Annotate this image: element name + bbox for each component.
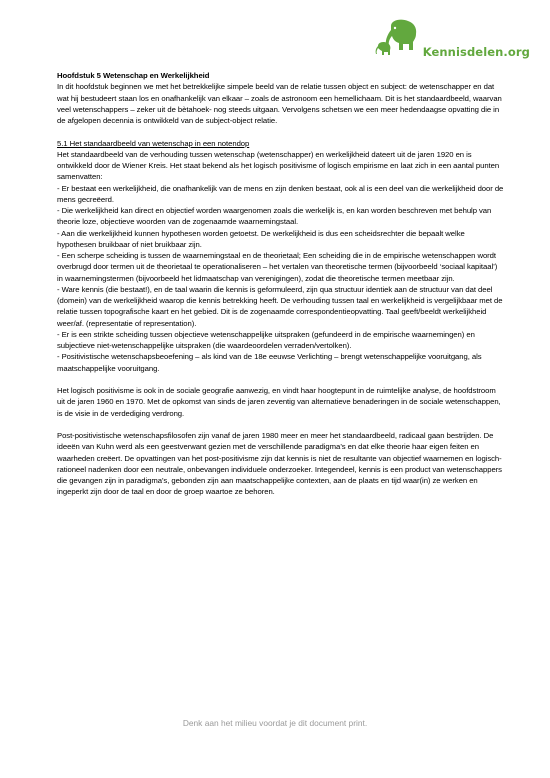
elephants-icon [375, 16, 421, 60]
bullet-item: - Er is een strikte scheiding tussen objectieve wetenschappelijke uitspraken (gefundeerd in de empirische waarnemingen) en subjectieve niet-wetenschappelijke uitspraken (die waardeoordelen verraden/vertolken). [57, 329, 475, 350]
section-title: 5.1 Het standaardbeeld van wetenschap in een notendop [57, 138, 250, 148]
logo-text: Kennisdelen.org [422, 45, 530, 59]
bullet-item: - Aan die werkelijkheid kunnen hypothesen worden getoetst. De werkelijkheid is dus een scheidsrechter die bepaalt welke hypothesen bruikbaar of niet bruikbaar zijn. [57, 228, 465, 249]
document-body [57, 70, 505, 498]
bullet-item: - Een scherpe scheiding is tussen de waarnemingstaal en de theorietaal; Een scheiding die in de empirische wetenschappen wordt overbrugd door termen uit de theorietaal te operationaliseren – het vertalen van theoretische termen (bijvoorbeeld ‘sociaal kapitaal’) in waarnemingstermen (bijvoorbeeld het lidmaatschap van verenigingen), zodat die theoretische termen meetbaar zijn. [57, 251, 498, 283]
bullet-item: - Ware kennis (die bestaat!), en de taal waarin die kennis is geformuleerd, zijn qua structuur identiek aan de structuur van dat deel (domein) van de werkelijkheid waarop die kennis betrekking heeft. De verhouding tussen taal en werkelijkheid is vergelijkbaar met de relatie tussen topografische kaart en het gebied. Dit is de zogenaamde correspondentieopvatting. Taal geeft/beeldt werkelijkheid weer/af. (representatie of representation). [57, 284, 503, 328]
bullet-item: - Positivistische wetenschapsbeoefening – als kind van de 18e eeuwse Verlichting – brengt wetenschappelijke vooruitgang, als maatschappelijke vooruitgang. [57, 352, 482, 373]
bullet-item: - Die werkelijkheid kan direct en objectief worden waargenomen zoals die werkelijk is, en kan worden beschreven met behulp van theorie loze, objectieve woorden van de zogenaamde waarnemingstaal. [57, 206, 492, 227]
bullet-item: - Er bestaat een werkelijkheid, die onafhankelijk van de mens en zijn denken bestaat, ook al is een deel van die werkelijkheid door de mens gecreëerd. [57, 183, 504, 204]
positivism-paragraph: Het logisch positivisme is ook in de sociale geografie aanwezig, en vindt haar hoogtepunt in de ruimtelijke analyse, de hoofdstroom uit de jaren 1960 en 1970. Met de opkomst van sinds de jaren zeventig van alternatieve benaderingen in de sociale wetenschappen, is de visie in de verdediging verdrong. [57, 386, 501, 418]
chapter-title: Hoofdstuk 5 Wetenschap en Werkelijkheid [57, 71, 210, 80]
post-positivism-paragraph: Post-positivistische wetenschapsfilosofen zijn vanaf de jaren 1980 meer en meer het standaardbeeld, radicaal gaan bestrijden. De ideeën van Kuhn werd als een geestverwant gezien met de verschillende paradigma’s en dat elke theorie haar eigen feiten en waarheden creëert. De opvattingen van het post-positivisme zijn dat kennis is niet de resultante van objectief waarnemen en logisch-rationeel nadenken door een neutrale, onbevangen individuele onderzoeker. Integendeel, kennis is een product van wetenschappers die gevangen zijn in paradigma’s, gebonden zijn aan maatschappelijke contexten, aan de plaats en tijd waar(in) ze werken en ingeperkt zijn door de taal en door de groep waartoe ze behoren. [57, 431, 502, 497]
section-intro-paragraph: Het standaardbeeld van de verhouding tussen wetenschap (wetenschapper) en werkelijkheid dateert uit de jaren 1920 en is ontwikkeld door de Wiener Kreis. Het staat bekend als het logisch positivisme of logisch empirisme en laat zich in een aantal punten samenvatten: [57, 149, 500, 182]
intro-paragraph: In dit hoofdstuk beginnen we met het betrekkelijke simpele beeld van de relatie tussen object en subject: de wetenschapper en dat wat hij bestudeert staan los en onafhankelijk van elkaar – zoals de astronoom een hemellichaam. Dit is het standaardbeeld, waarvan veel wetenschappers – zeker uit de bètahoek- nog steeds uitgaan. Vervolgens schetsen we een meer hedendaagse opvatting die in de afgelopen decennia is ontwikkeld van de subject-object relatie. [57, 82, 502, 125]
site-logo [375, 16, 530, 60]
footer-note: Denk aan het milieu voordat je dit document print. [182, 718, 368, 728]
